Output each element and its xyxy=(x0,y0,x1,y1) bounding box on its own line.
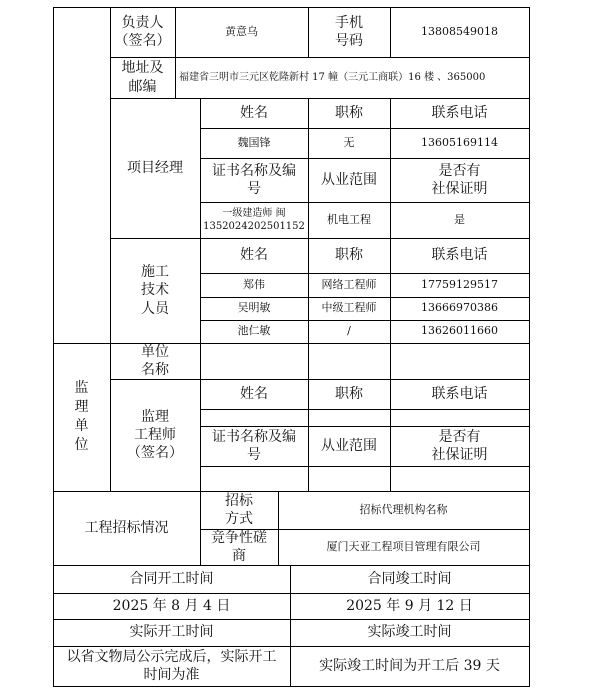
tech-row-1-title: 网络工程师 xyxy=(321,277,377,291)
pm-cert-name: 一级建造师 闽 1352024202501152 xyxy=(203,208,305,232)
responsible-name: 黄意乌 xyxy=(225,24,258,38)
supervision-engineer-label: 监理 工程师 （签名） xyxy=(127,408,183,462)
pm-cert-scope: 机电工程 xyxy=(327,212,371,226)
sup-cert-header-scope: 从业范围 xyxy=(321,437,377,454)
bidding-label: 工程招标情况 xyxy=(84,519,169,536)
bidding-agency-value: 厦门天亚工程项目管理有限公司 xyxy=(326,539,481,553)
actual-end-label: 实际竣工时间 xyxy=(367,624,452,641)
tech-row-1-phone: 17759129517 xyxy=(421,277,498,291)
contract-start-label: 合同开工时间 xyxy=(129,570,214,587)
supervision-label: 监 理 单 位 xyxy=(74,380,89,453)
pm-header-name: 姓名 xyxy=(240,104,268,121)
tech-row-1-name: 郑伟 xyxy=(243,277,265,291)
address-value: 福建省三明市三元区乾隆新村 17 幢（三元工商联）16 楼 、365000 xyxy=(179,72,486,83)
pm-cert-header-scope: 从业范围 xyxy=(321,171,377,188)
actual-start-label: 实际开工时间 xyxy=(129,624,214,641)
contract-end-label: 合同竣工时间 xyxy=(367,570,452,587)
sup-header-phone: 联系电话 xyxy=(431,385,488,402)
pm-header-phone: 联系电话 xyxy=(431,104,488,121)
pm-header-title: 职称 xyxy=(335,104,363,121)
responsible-phone: 13808549018 xyxy=(421,24,498,38)
project-manager-label: 项目经理 xyxy=(127,159,183,176)
bidding-method-value: 竞争性磋 商 xyxy=(211,529,267,564)
contract-start-value: 2025 年 8 月 4 日 xyxy=(112,597,231,614)
tech-header-phone: 联系电话 xyxy=(431,247,488,264)
pm-cert-header-name: 证书名称及编 号 xyxy=(212,162,296,197)
bidding-agency-label: 招标代理机构名称 xyxy=(359,502,448,516)
contract-end-value: 2025 年 9 月 12 日 xyxy=(346,597,473,614)
pm-phone: 13605169114 xyxy=(421,135,498,149)
tech-row-2-title: 中级工程师 xyxy=(321,301,377,315)
phone-label: 手机 号码 xyxy=(335,14,363,49)
pm-name: 魏国锋 xyxy=(237,135,271,149)
bidding-method-label: 招标 方式 xyxy=(225,492,253,527)
pm-cert-header-insured: 是否有 社保证明 xyxy=(431,162,488,197)
sup-header-name: 姓名 xyxy=(240,385,268,402)
tech-staff-label: 施工 技术 人员 xyxy=(141,264,169,317)
tech-header-name: 姓名 xyxy=(240,247,268,264)
supervision-unit-label: 单位 名称 xyxy=(141,343,169,378)
sup-header-title: 职称 xyxy=(335,385,363,402)
pm-title: 无 xyxy=(343,135,355,149)
tech-header-title: 职称 xyxy=(335,247,363,264)
tech-row-2-phone: 13666970386 xyxy=(421,301,498,315)
address-label: 地址及 邮编 xyxy=(121,60,164,95)
tech-row-3-phone: 13626011660 xyxy=(421,324,498,338)
actual-end-value: 实际竣工时间为开工后 39 天 xyxy=(319,657,500,674)
tech-row-3-name: 池仁敏 xyxy=(237,324,271,338)
sup-cert-header-name: 证书名称及编 号 xyxy=(212,428,296,463)
sup-cert-header-insured: 是否有 社保证明 xyxy=(431,428,488,463)
actual-start-value: 以省文物局公示完成后，实际开工 时间为准 xyxy=(66,648,277,683)
pm-cert-insured: 是 xyxy=(454,212,465,226)
tech-row-2-name: 吴明敏 xyxy=(237,301,271,315)
responsible-label: 负责人 （签名） xyxy=(114,14,171,49)
tech-row-3-title: / xyxy=(347,324,351,338)
